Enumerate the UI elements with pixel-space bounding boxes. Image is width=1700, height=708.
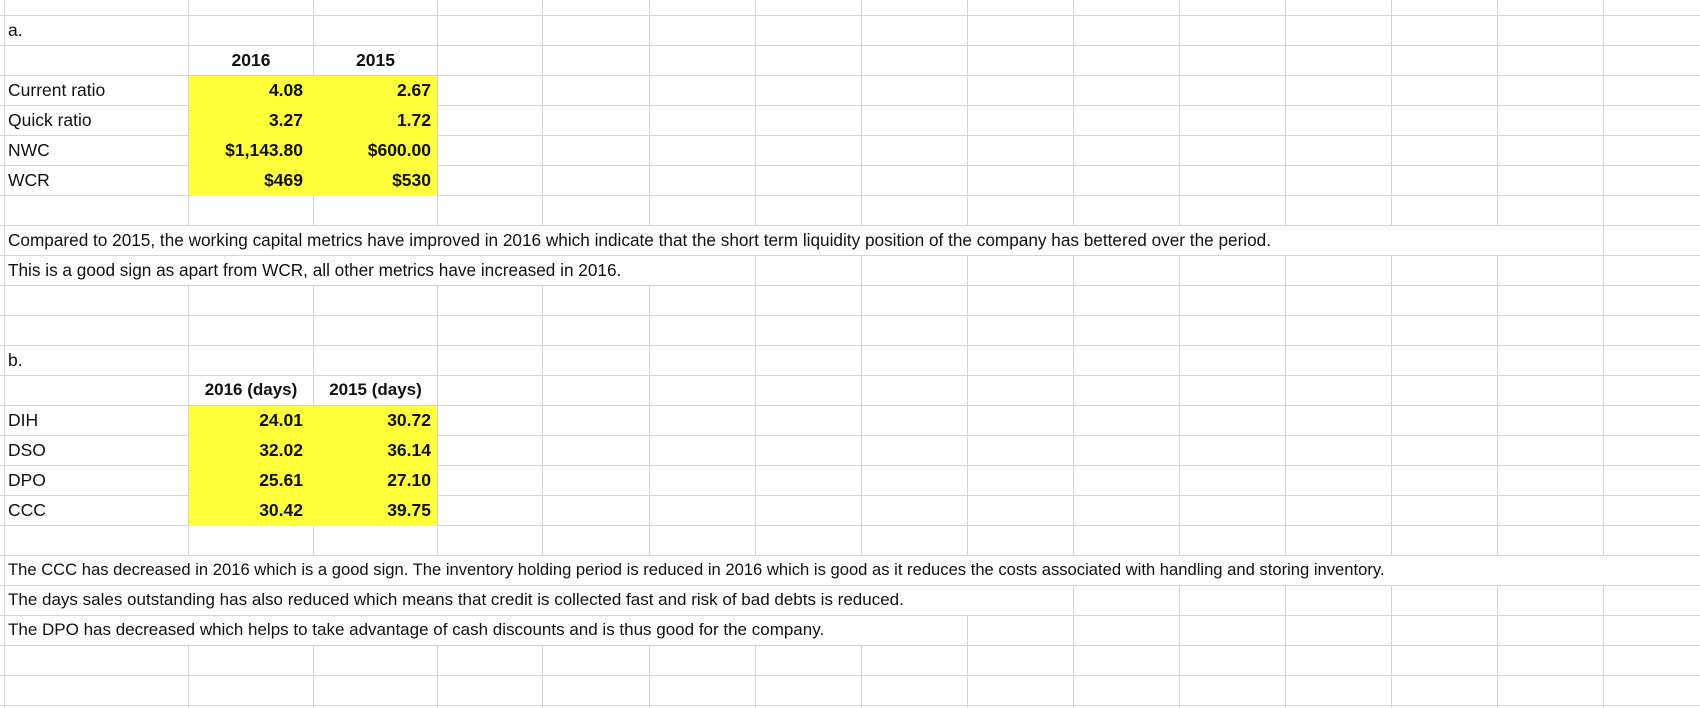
- current-ratio-2015[interactable]: 2.67: [396, 80, 431, 100]
- grid-row-line: [0, 285, 1700, 286]
- comment-b-line-1[interactable]: The CCC has decreased in 2016 which is a good sign. The inventory holding period is reduced in 2016 which is good as it reduces the costs associated with handling and storing inventory.: [8, 560, 1385, 579]
- header-2016-days[interactable]: 2016 (days): [204, 380, 298, 399]
- header-2015[interactable]: 2015: [356, 50, 395, 70]
- comment-a-line-2[interactable]: This is a good sign as apart from WCR, all other metrics have increased in 2016.: [8, 260, 622, 280]
- grid-column-line: [1497, 0, 1498, 708]
- dpo-2016[interactable]: 25.61: [259, 470, 303, 490]
- header-2016[interactable]: 2016: [231, 50, 271, 70]
- quick-ratio-2016[interactable]: 3.27: [268, 110, 303, 130]
- row-label-ccc[interactable]: CCC: [8, 500, 46, 520]
- grid-column-line: [1179, 0, 1180, 708]
- row-label-dih[interactable]: DIH: [8, 410, 39, 430]
- grid-row-line: [0, 315, 1700, 316]
- dih-2016[interactable]: 24.01: [259, 410, 303, 430]
- grid-row-line: [0, 675, 1700, 676]
- grid-row-line: [0, 15, 1700, 16]
- row-label-dpo[interactable]: DPO: [8, 470, 46, 490]
- section-label-b[interactable]: b.: [8, 350, 23, 370]
- grid-row-line: [0, 705, 1700, 706]
- current-ratio-2016[interactable]: 4.08: [268, 80, 303, 100]
- nwc-2016[interactable]: $1,143.80: [225, 140, 303, 160]
- dih-2015[interactable]: 30.72: [387, 410, 431, 430]
- dpo-2015[interactable]: 27.10: [387, 470, 431, 490]
- dso-2016[interactable]: 32.02: [259, 440, 303, 460]
- row-label-nwc[interactable]: NWC: [8, 140, 50, 160]
- ccc-2015[interactable]: 39.75: [387, 500, 431, 520]
- comment-a-line-1[interactable]: Compared to 2015, the working capital metrics have improved in 2016 which indicate that the short term liquidity position of the company has bettered over the period.: [8, 230, 1272, 250]
- row-label-dso[interactable]: DSO: [8, 440, 46, 460]
- quick-ratio-2015[interactable]: 1.72: [396, 110, 431, 130]
- comment-b-line-3[interactable]: The DPO has decreased which helps to take advantage of cash discounts and is thus good for the company.: [8, 620, 825, 639]
- grid-column-line: [1391, 0, 1392, 708]
- section-label-a[interactable]: a.: [8, 20, 23, 40]
- ccc-2016[interactable]: 30.42: [259, 500, 303, 520]
- grid-column-line: [1603, 0, 1604, 708]
- row-label-wcr[interactable]: WCR: [8, 170, 50, 190]
- row-label-quick-ratio[interactable]: Quick ratio: [8, 110, 92, 130]
- grid-row-line: [0, 345, 1700, 346]
- nwc-2015[interactable]: $600.00: [367, 140, 431, 160]
- row-label-current-ratio[interactable]: Current ratio: [8, 80, 106, 100]
- header-2015-days[interactable]: 2015 (days): [329, 380, 422, 399]
- comment-b-line-2[interactable]: The days sales outstanding has also reduced which means that credit is collected fast and risk of bad debts is reduced.: [8, 590, 904, 609]
- grid-column-line: [1285, 0, 1286, 708]
- grid-row-line: [0, 645, 1700, 646]
- dso-2015[interactable]: 36.14: [387, 440, 431, 460]
- wcr-2016[interactable]: $469: [264, 170, 303, 190]
- grid-column-line: [1073, 0, 1074, 708]
- wcr-2015[interactable]: $530: [392, 170, 431, 190]
